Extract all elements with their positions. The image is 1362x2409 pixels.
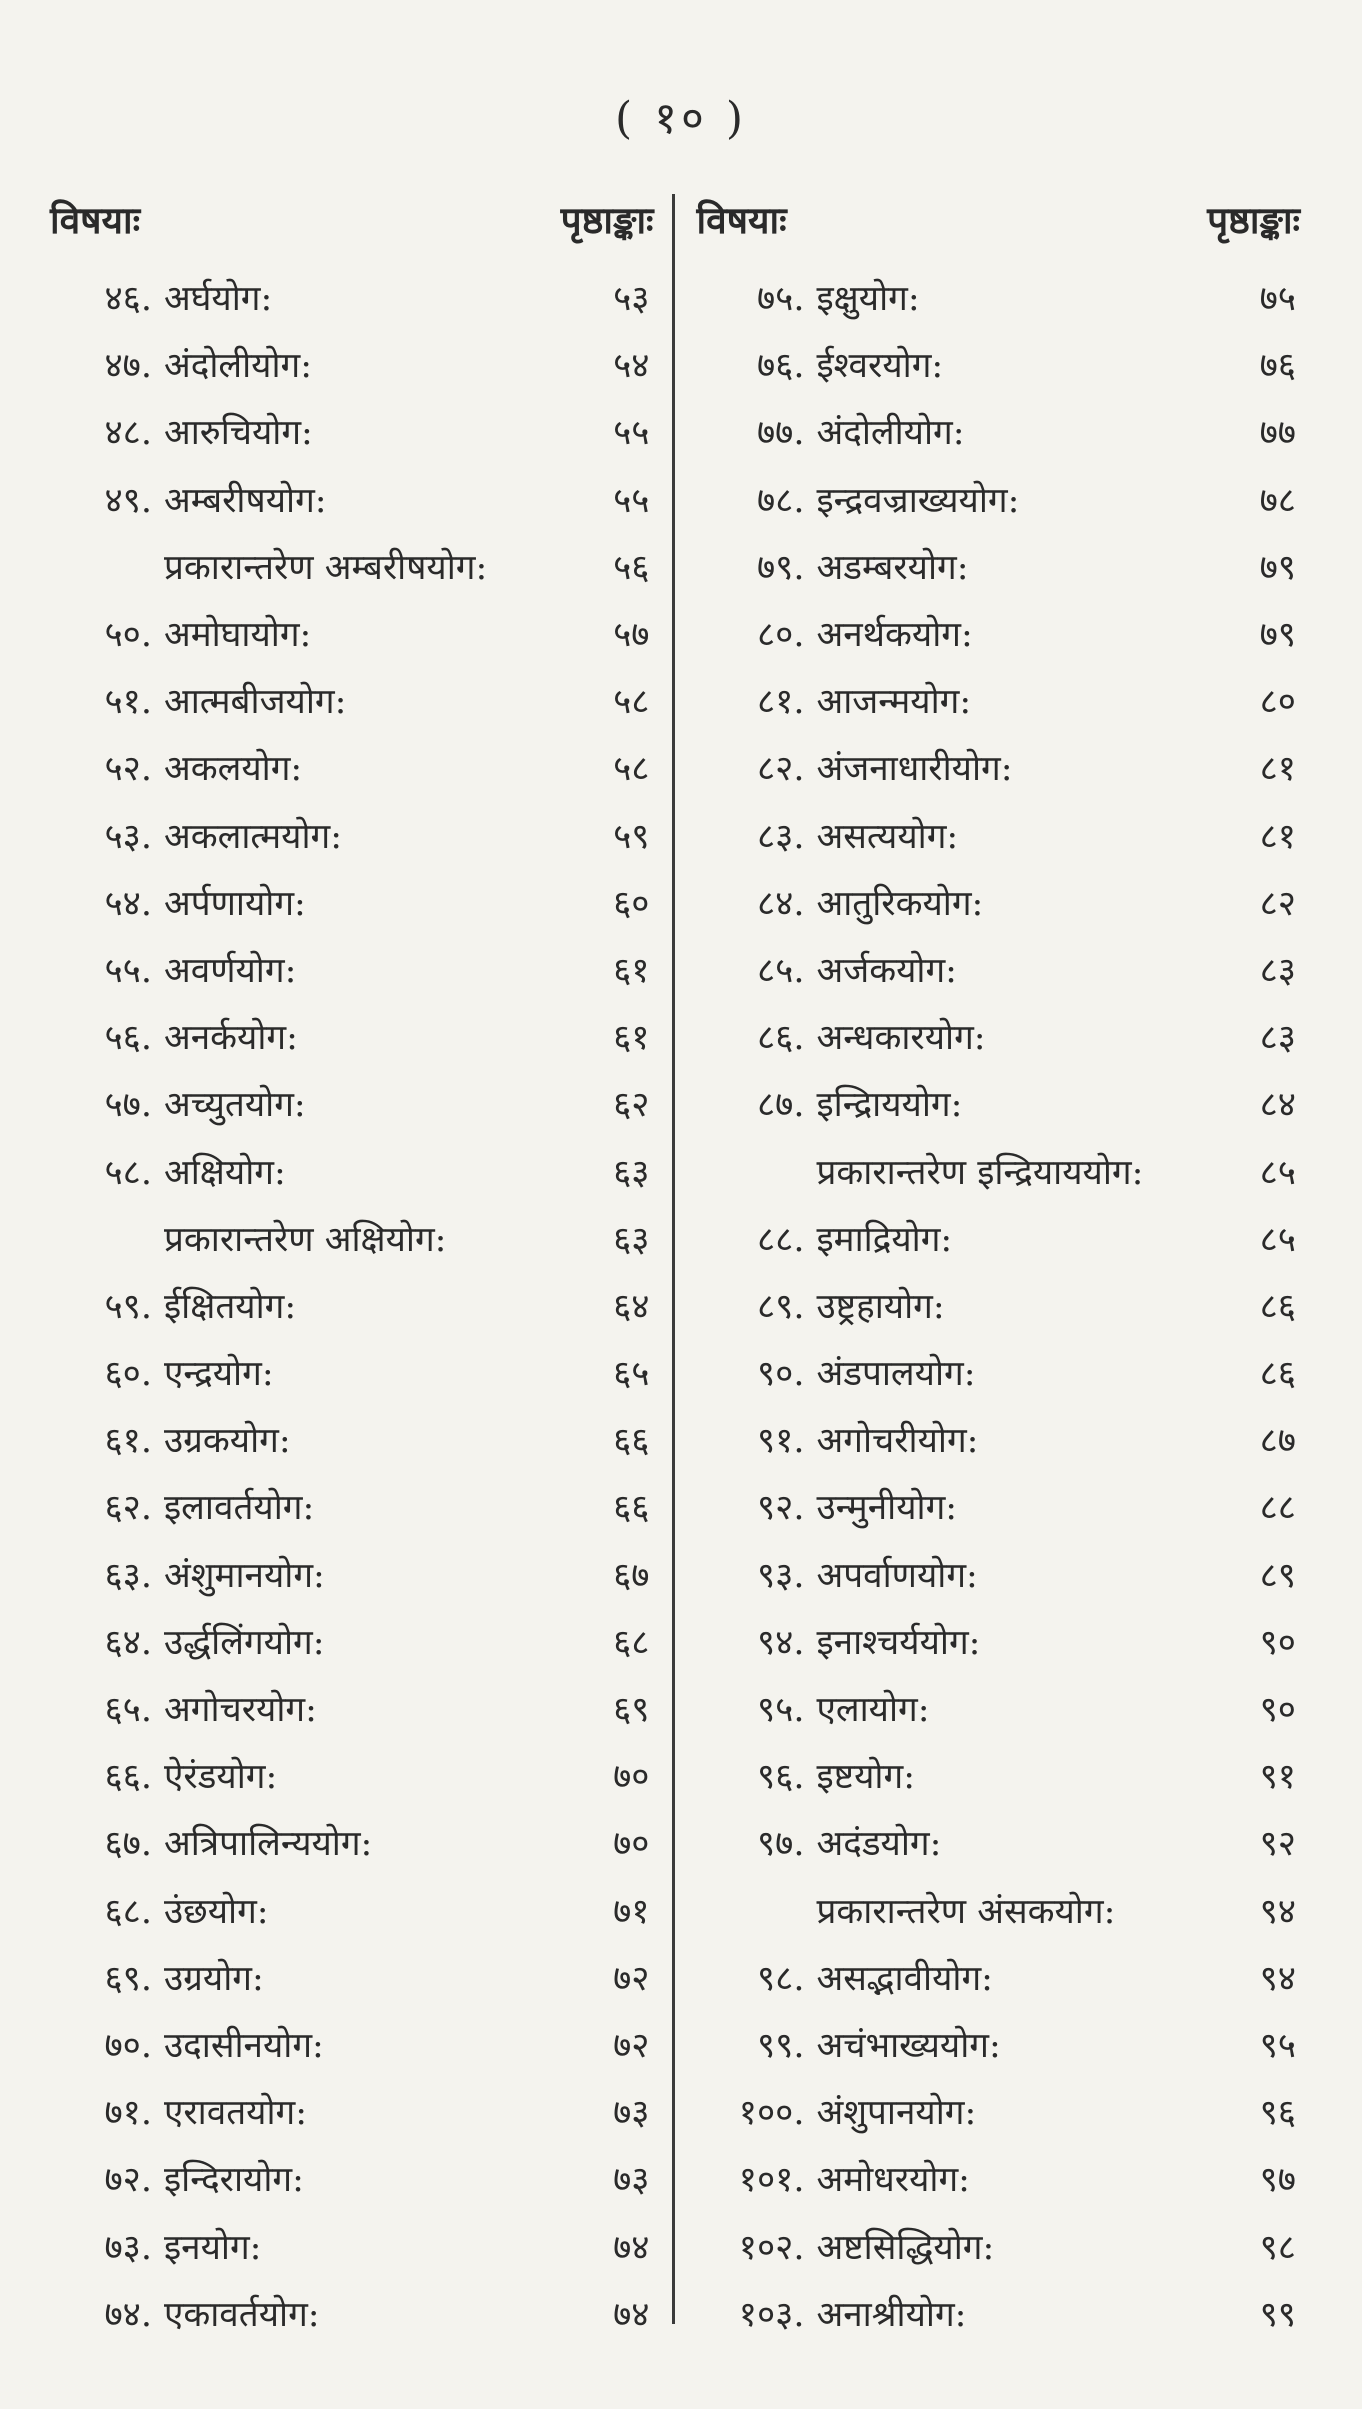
toc-entry xyxy=(697,2145,1301,2212)
entry-title: इमाद्रियोग: xyxy=(816,1219,953,1260)
entry-title: अदंडयोग: xyxy=(816,1824,942,1865)
entry-number: ९९. xyxy=(756,2025,805,2066)
entry-number: ९२. xyxy=(756,1488,805,1529)
right-entries xyxy=(697,264,1301,2347)
entry-title: अपर्वाणयोग: xyxy=(816,1555,978,1596)
entry-number: ६०. xyxy=(104,1354,152,1395)
entry-page-number: ६६ xyxy=(613,1421,650,1462)
entry-page-number: ५८ xyxy=(613,682,650,723)
toc-entry xyxy=(697,1339,1301,1406)
entry-page-number: ६१ xyxy=(613,1018,650,1059)
toc-entry xyxy=(697,2011,1301,2078)
entry-page-number: ९० xyxy=(1259,1622,1296,1663)
entry-page-number: ८२ xyxy=(1259,883,1296,924)
entry-page-number: ८१ xyxy=(1259,816,1296,857)
entry-title: उग्रकयोग: xyxy=(164,1421,291,1462)
entry-number: ८९. xyxy=(756,1286,805,1327)
toc-entry xyxy=(697,1608,1301,1675)
entry-number: ९३. xyxy=(756,1555,805,1596)
entry-page-number: ७२ xyxy=(613,2025,650,2066)
page-heading: पृष्ठाङ्काः xyxy=(1207,199,1300,242)
toc-entry xyxy=(697,1406,1301,1473)
entry-title: अर्घयोग: xyxy=(164,279,273,320)
entry-page-number: ८९ xyxy=(1259,1555,1296,1596)
entry-number: ९६. xyxy=(756,1757,805,1798)
entry-page-number: ६८ xyxy=(613,1622,650,1663)
toc-entry xyxy=(50,2145,654,2212)
entry-number: ७४. xyxy=(104,2294,152,2335)
entry-number: ६१. xyxy=(104,1421,152,1462)
entry-title: अकलयोग: xyxy=(164,749,303,790)
entry-page-number: ७६ xyxy=(1259,346,1296,387)
entry-title: अगोचरयोग: xyxy=(164,1690,317,1731)
entry-number: ८३. xyxy=(756,816,805,857)
right-column-header xyxy=(697,190,1301,252)
entry-number: १००. xyxy=(738,2093,805,2134)
entry-number: १०२. xyxy=(738,2227,805,2268)
entry-page-number: ६७ xyxy=(613,1555,650,1596)
entry-number: ८०. xyxy=(756,615,805,656)
entry-page-number: ९४ xyxy=(1259,1958,1296,1999)
entry-page-number: ७९ xyxy=(1259,547,1296,588)
entry-page-number: ६३ xyxy=(613,1219,650,1260)
entry-number: ७२. xyxy=(104,2160,152,2201)
entry-page-number: ८४ xyxy=(1259,1085,1296,1126)
entry-number: ५६. xyxy=(104,1018,152,1059)
entry-title: इलावर्तयोग: xyxy=(164,1488,315,1529)
toc-entry xyxy=(697,1809,1301,1876)
entry-title: अष्टसिद्धियोग: xyxy=(816,2227,995,2268)
entry-page-number: ८५ xyxy=(1259,1152,1296,1193)
toc-entry xyxy=(697,1541,1301,1608)
entry-title: अमोधरयोग: xyxy=(816,2160,970,2201)
entry-title: ऐरंडयोग: xyxy=(164,1757,278,1798)
entry-title: इन्दिरायोग: xyxy=(164,2160,304,2201)
toc-entry xyxy=(50,1070,654,1137)
toc-entry xyxy=(50,1137,654,1204)
entry-page-number: ६४ xyxy=(613,1286,650,1327)
toc-entry xyxy=(50,600,654,667)
entry-title: अनर्थकयोग: xyxy=(816,615,973,656)
entry-title: आजन्मयोग: xyxy=(816,682,972,723)
entry-number: ९७. xyxy=(756,1824,805,1865)
entry-page-number: ९६ xyxy=(1259,2093,1296,2134)
entry-title: आतुरिकयोग: xyxy=(816,883,984,924)
left-column xyxy=(50,190,672,2350)
entry-page-number: ७३ xyxy=(613,2160,650,2201)
toc-entry xyxy=(50,1877,654,1944)
entry-title: उर्द्धलिंगयोग: xyxy=(164,1622,325,1663)
entry-page-number: ९५ xyxy=(1259,2025,1296,2066)
toc-entry xyxy=(50,1944,654,2011)
entry-number: ८२. xyxy=(756,749,805,790)
entry-number: ९१. xyxy=(756,1421,805,1462)
table-of-contents xyxy=(50,190,1300,2350)
entry-page-number: ८८ xyxy=(1259,1488,1296,1529)
entry-number: ८७. xyxy=(756,1085,805,1126)
entry-number: १०३. xyxy=(738,2294,805,2335)
toc-entry xyxy=(50,1541,654,1608)
entry-number: ८६. xyxy=(756,1018,805,1059)
toc-entry xyxy=(50,533,654,600)
left-entries xyxy=(50,264,654,2347)
entry-title: इनाश्चर्ययोग: xyxy=(816,1622,981,1663)
entry-page-number: ५६ xyxy=(613,547,650,588)
entry-number: ५५. xyxy=(104,950,152,991)
entry-title: अत्रिपालिन्ययोग: xyxy=(164,1824,373,1865)
entry-title: अच्युतयोग: xyxy=(164,1085,306,1126)
entry-title: प्रकारान्तरेण अम्बरीषयोग: xyxy=(164,547,488,588)
entry-number: ५३. xyxy=(104,816,152,857)
entry-number: १०१. xyxy=(738,2160,805,2201)
entry-number: ८४. xyxy=(756,883,805,924)
entry-page-number: ९८ xyxy=(1259,2227,1296,2268)
entry-number: ८५. xyxy=(756,950,805,991)
entry-title: अवर्णयोग: xyxy=(164,950,297,991)
entry-title: अम्बरीषयोग: xyxy=(164,480,327,521)
entry-title: उदासीनयोग: xyxy=(164,2025,324,2066)
toc-entry xyxy=(50,1272,654,1339)
toc-entry xyxy=(50,1473,654,1540)
entry-number: ७१. xyxy=(104,2093,152,2134)
toc-entry xyxy=(50,1339,654,1406)
entry-number: ७९. xyxy=(756,547,805,588)
entry-page-number: ८५ xyxy=(1259,1219,1296,1260)
toc-entry xyxy=(697,869,1301,936)
entry-title: इनयोग: xyxy=(164,2227,262,2268)
toc-entry xyxy=(697,802,1301,869)
page-heading: पृष्ठाङ्काः xyxy=(560,199,654,242)
entry-number: ६३. xyxy=(104,1555,152,1596)
entry-page-number: ७५ xyxy=(1259,279,1296,320)
entry-page-number: ६५ xyxy=(613,1354,650,1395)
toc-entry xyxy=(697,1944,1301,2011)
entry-page-number: ५४ xyxy=(613,346,650,387)
entry-title: आत्मबीजयोग: xyxy=(164,682,347,723)
entry-page-number: ५५ xyxy=(613,480,650,521)
entry-title: इक्षुयोग: xyxy=(816,279,920,320)
entry-page-number: ८६ xyxy=(1259,1354,1296,1395)
entry-number: ६८. xyxy=(104,1891,152,1932)
entry-title: इष्टयोग: xyxy=(816,1757,915,1798)
entry-title: असत्ययोग: xyxy=(816,816,959,857)
entry-title: प्रकारान्तरेण अक्षियोग: xyxy=(164,1219,447,1260)
toc-entry xyxy=(50,1608,654,1675)
toc-entry xyxy=(50,734,654,801)
toc-entry xyxy=(697,1877,1301,1944)
right-column xyxy=(675,190,1301,2350)
toc-entry xyxy=(697,331,1301,398)
entry-title: उष्ट्रहायोग: xyxy=(816,1286,945,1327)
entry-page-number: ६३ xyxy=(613,1152,650,1193)
entry-page-number: ८० xyxy=(1259,682,1296,723)
toc-entry xyxy=(697,1070,1301,1137)
entry-page-number: ७७ xyxy=(1259,413,1296,454)
toc-entry xyxy=(50,802,654,869)
entry-page-number: ९० xyxy=(1259,1690,1296,1731)
entry-title: अचंभाख्ययोग: xyxy=(816,2025,1001,2066)
entry-number: ६५. xyxy=(104,1690,152,1731)
entry-title: उग्रयोग: xyxy=(164,1958,264,1999)
toc-entry xyxy=(697,1205,1301,1272)
entry-title: आरुचियोग: xyxy=(164,413,313,454)
toc-entry xyxy=(697,734,1301,801)
entry-title: अडम्बरयोग: xyxy=(816,547,969,588)
toc-entry xyxy=(50,1742,654,1809)
entry-title: अगोचरीयोग: xyxy=(816,1421,979,1462)
toc-entry xyxy=(50,1205,654,1272)
entry-page-number: ७० xyxy=(613,1757,650,1798)
entry-page-number: ७० xyxy=(613,1824,650,1865)
entry-page-number: ६० xyxy=(613,883,650,924)
entry-number: ५१. xyxy=(104,682,152,723)
entry-number: ७०. xyxy=(104,2025,152,2066)
toc-entry xyxy=(697,2212,1301,2279)
entry-page-number: ७८ xyxy=(1259,480,1296,521)
entry-title: उन्मुनीयोग: xyxy=(816,1488,958,1529)
entry-number: ७६. xyxy=(756,346,805,387)
entry-page-number: ७४ xyxy=(613,2294,650,2335)
entry-page-number: ९९ xyxy=(1259,2294,1296,2335)
entry-title: एकावर्तयोग: xyxy=(164,2294,320,2335)
toc-entry xyxy=(50,331,654,398)
toc-entry xyxy=(697,1675,1301,1742)
entry-page-number: ८६ xyxy=(1259,1286,1296,1327)
toc-entry xyxy=(50,2212,654,2279)
entry-number: ५९. xyxy=(104,1286,152,1327)
entry-number: ५७. xyxy=(104,1085,152,1126)
entry-number: ५४. xyxy=(104,883,152,924)
entry-page-number: ७४ xyxy=(613,2227,650,2268)
entry-page-number: ६२ xyxy=(613,1085,650,1126)
toc-entry xyxy=(50,264,654,331)
toc-entry xyxy=(50,1003,654,1070)
toc-entry xyxy=(697,936,1301,1003)
entry-title: ईश्वरयोग: xyxy=(816,346,944,387)
toc-entry xyxy=(50,2078,654,2145)
entry-title: अंजनाधारीयोग: xyxy=(816,749,1013,790)
left-column-header xyxy=(50,190,654,252)
entry-title: असद्भावीयोग: xyxy=(816,1958,993,1999)
entry-page-number: ९४ xyxy=(1259,1891,1296,1932)
entry-title: अमोघायोग: xyxy=(164,615,312,656)
entry-number: ९४. xyxy=(756,1622,805,1663)
entry-number: ४८. xyxy=(104,413,152,454)
entry-number: ९८. xyxy=(756,1958,805,1999)
entry-number: ७३. xyxy=(104,2227,152,2268)
entry-page-number: ७२ xyxy=(613,1958,650,1999)
toc-entry xyxy=(50,398,654,465)
entry-page-number: ७९ xyxy=(1259,615,1296,656)
entry-title: ईक्षितयोग: xyxy=(164,1286,297,1327)
entry-title: अकलात्मयोग: xyxy=(164,816,343,857)
toc-entry xyxy=(697,667,1301,734)
entry-number: ७७. xyxy=(756,413,805,454)
toc-entry xyxy=(697,600,1301,667)
toc-entry xyxy=(697,2078,1301,2145)
entry-title: अर्जकयोग: xyxy=(816,950,957,991)
entry-title: एलायोग: xyxy=(816,1690,930,1731)
entry-page-number: ८३ xyxy=(1259,950,1296,991)
entry-title: इन्द्रिाययोग: xyxy=(816,1085,963,1126)
toc-entry xyxy=(697,1742,1301,1809)
entry-number: ४७. xyxy=(104,346,152,387)
entry-title: उंछयोग: xyxy=(164,1891,269,1932)
entry-title: अक्षियोग: xyxy=(164,1152,286,1193)
entry-title: अन्धकारयोग: xyxy=(816,1018,986,1059)
entry-number: ५२. xyxy=(104,749,152,790)
subject-heading: विषयाः xyxy=(50,199,141,242)
entry-number: ६६. xyxy=(104,1757,152,1798)
entry-number: ५८. xyxy=(104,1152,152,1193)
entry-number: ८१. xyxy=(756,682,805,723)
entry-page-number: ७१ xyxy=(613,1891,650,1932)
entry-title: प्रकारान्तरेण अंसकयोग: xyxy=(816,1891,1116,1932)
entry-page-number: ६१ xyxy=(613,950,650,991)
toc-entry xyxy=(50,2280,654,2347)
entry-number: ७५. xyxy=(756,279,805,320)
entry-number: ४६. xyxy=(104,279,152,320)
entry-title: प्रकारान्तरेण इन्द्रियाययोग: xyxy=(816,1152,1144,1193)
toc-entry xyxy=(50,1809,654,1876)
toc-entry xyxy=(697,533,1301,600)
entry-title: अनर्कयोग: xyxy=(164,1018,298,1059)
entry-number: ६४. xyxy=(104,1622,152,1663)
entry-number: ४९. xyxy=(104,480,152,521)
entry-title: अर्पणायोग: xyxy=(164,883,306,924)
toc-entry xyxy=(697,2280,1301,2347)
entry-page-number: ९१ xyxy=(1259,1757,1296,1798)
entry-title: अनाश्रीयोग: xyxy=(816,2294,967,2335)
entry-number: ९०. xyxy=(756,1354,805,1395)
toc-entry xyxy=(50,1675,654,1742)
toc-entry xyxy=(50,466,654,533)
entry-page-number: ५९ xyxy=(613,816,650,857)
entry-title: अंदोलीयोग: xyxy=(816,413,965,454)
entry-page-number: ६६ xyxy=(613,1488,650,1529)
entry-number: ६७. xyxy=(104,1824,152,1865)
entry-number: ७८. xyxy=(756,480,805,521)
entry-title: एन्द्रयोग: xyxy=(164,1354,274,1395)
entry-number: ९५. xyxy=(756,1690,805,1731)
entry-title: अंडपालयोग: xyxy=(816,1354,976,1395)
toc-entry xyxy=(697,398,1301,465)
entry-page-number: ८३ xyxy=(1259,1018,1296,1059)
toc-entry xyxy=(50,667,654,734)
entry-page-number: ५३ xyxy=(613,279,650,320)
entry-page-number: ५५ xyxy=(613,413,650,454)
toc-entry xyxy=(697,1473,1301,1540)
toc-entry xyxy=(50,2011,654,2078)
entry-page-number: ५८ xyxy=(613,749,650,790)
entry-number: ६९. xyxy=(104,1958,152,1999)
toc-entry xyxy=(697,1272,1301,1339)
entry-title: अंशुमानयोग: xyxy=(164,1555,325,1596)
entry-number: ६२. xyxy=(104,1488,152,1529)
toc-entry xyxy=(50,1406,654,1473)
entry-page-number: ८१ xyxy=(1259,749,1296,790)
entry-page-number: ९२ xyxy=(1259,1824,1296,1865)
toc-entry xyxy=(697,1137,1301,1204)
entry-page-number: ८७ xyxy=(1259,1421,1296,1462)
entry-page-number: ७३ xyxy=(613,2093,650,2134)
toc-entry xyxy=(697,1003,1301,1070)
entry-title: इन्द्रवज्राख्ययोग: xyxy=(816,480,1020,521)
toc-entry xyxy=(697,264,1301,331)
entry-page-number: ९७ xyxy=(1259,2160,1296,2201)
entry-title: अंशुपानयोग: xyxy=(816,2093,977,2134)
toc-entry xyxy=(697,466,1301,533)
entry-page-number: ६९ xyxy=(613,1690,650,1731)
entry-number: ५०. xyxy=(104,615,152,656)
page-number: ( १० ) xyxy=(614,93,748,144)
subject-heading: विषयाः xyxy=(696,199,787,242)
toc-entry xyxy=(50,936,654,1003)
entry-number: ८८. xyxy=(756,1219,805,1260)
entry-title: एरावतयोग: xyxy=(164,2093,308,2134)
toc-entry xyxy=(50,869,654,936)
entry-page-number: ५७ xyxy=(613,615,650,656)
entry-title: अंदोलीयोग: xyxy=(164,346,313,387)
